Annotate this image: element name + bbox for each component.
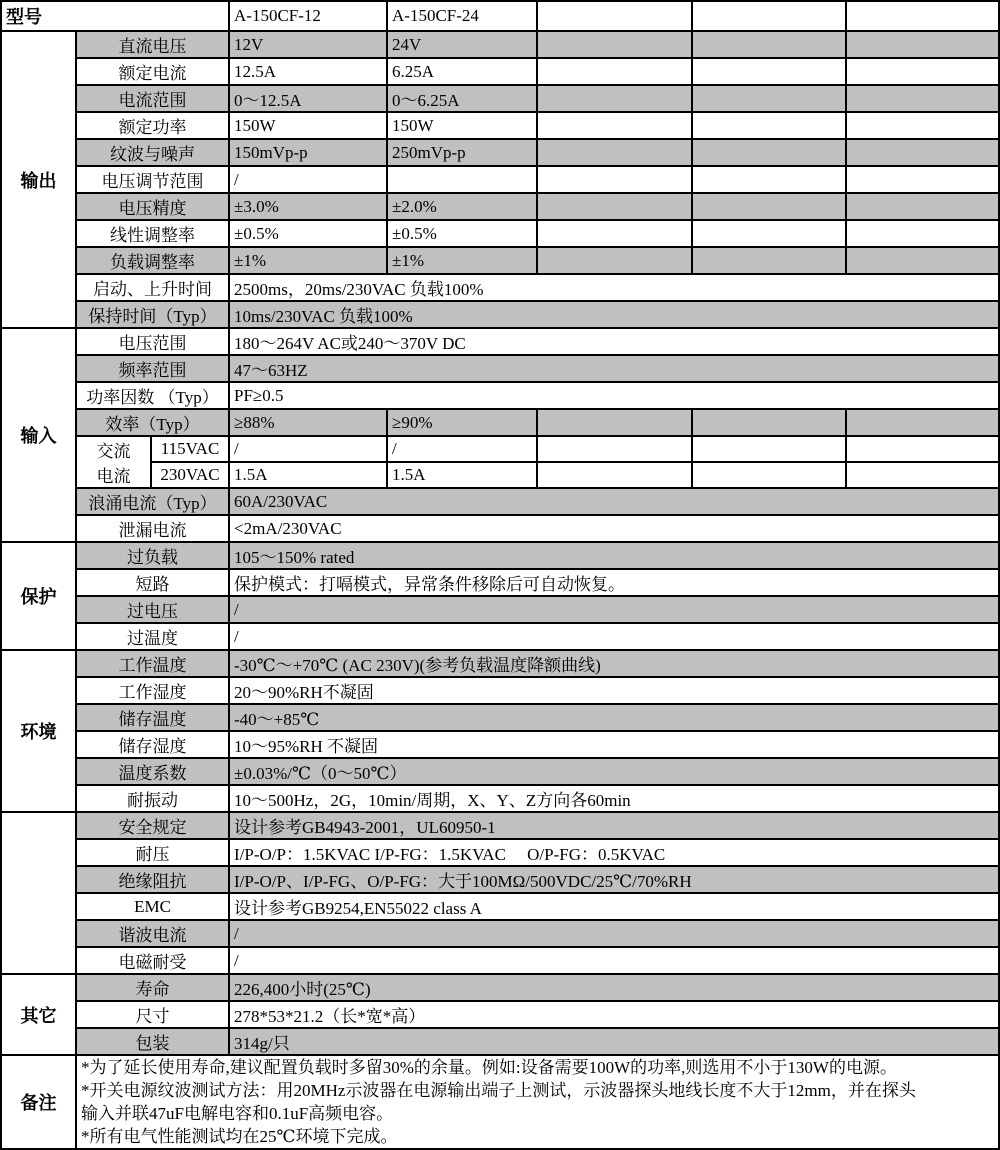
- row-label-cell: 耐压: [76, 839, 229, 866]
- empty-cell: [692, 85, 846, 112]
- section-cell-protection: 保护: [1, 542, 76, 650]
- row-label-cell: 寿命: [76, 974, 229, 1001]
- row-label-cell: 电磁耐受: [76, 947, 229, 974]
- row-label-cell: 线性调整率: [76, 220, 229, 247]
- row-label-cell: 过温度: [76, 623, 229, 650]
- row-label-cell: 过电压: [76, 596, 229, 623]
- row-freq-range: [1, 355, 999, 382]
- row-storage-temp: [1, 704, 999, 731]
- empty-cell: [846, 409, 999, 436]
- row-emi-immunity: [1, 947, 999, 974]
- empty-cell: [846, 166, 999, 193]
- value-cell-span: 180～264V AC或240～370V DC: [229, 328, 999, 355]
- value-cell-span: ±0.03%/℃（0～50℃）: [229, 758, 999, 785]
- row-label-cell: 绝缘阻抗: [76, 866, 229, 893]
- value-cell-model1: 150W: [229, 112, 387, 139]
- row-power-factor: [1, 382, 999, 409]
- row-label-cell: 包装: [76, 1028, 229, 1055]
- notes-line: *为了延长使用寿命,建议配置负载时多留30%的余量。例如:设备需要100W的功率,则选用不小于130W的电源。: [81, 1058, 897, 1077]
- empty-cell: [692, 436, 846, 462]
- section-cell-others: 其它: [1, 974, 76, 1055]
- section-cell-output: 输出: [1, 31, 76, 328]
- row-startup-rise-time: [1, 274, 999, 301]
- row-label-cell: 频率范围: [76, 355, 229, 382]
- row-vibration: [1, 785, 999, 812]
- value-cell-model1: ≥88%: [229, 409, 387, 436]
- row-ac-current-230vac: [1, 462, 999, 488]
- row-label-cell: 额定功率: [76, 112, 229, 139]
- row-label-cell: 工作湿度: [76, 677, 229, 704]
- notes-line: 输入并联47uF电解电容和0.1uF高频电容。: [81, 1104, 394, 1123]
- section-cell-environment: 环境: [1, 650, 76, 812]
- ac-current-label-cell: [76, 436, 151, 488]
- row-packing: [1, 1028, 999, 1055]
- row-withstand-voltage: [1, 839, 999, 866]
- empty-cell: [537, 112, 692, 139]
- notes-line: *开关电源纹波测试方法：用20MHz示波器在电源输出端子上测试，示波器探头地线长度不大于12mm，并在探头: [81, 1081, 916, 1100]
- value-cell-model1: /: [229, 436, 387, 462]
- notes-line: *所有电气性能测试均在25℃环境下完成。: [81, 1127, 398, 1146]
- empty-cell: [846, 220, 999, 247]
- notes-cell: [76, 1055, 999, 1149]
- row-label-cell: 谐波电流: [76, 920, 229, 947]
- row-label-cell: 电压精度: [76, 193, 229, 220]
- row-label-cell: 短路: [76, 569, 229, 596]
- row-efficiency: [1, 409, 999, 436]
- empty-cell: [846, 1, 999, 31]
- row-label-cell: 电压范围: [76, 328, 229, 355]
- empty-cell: [537, 85, 692, 112]
- value-cell-model1: 1.5A: [229, 462, 387, 488]
- row-dc-voltage: [1, 31, 999, 58]
- empty-cell: [537, 1, 692, 31]
- empty-cell: [846, 139, 999, 166]
- row-voltage-range: [1, 328, 999, 355]
- value-cell-model2: 0～6.25A: [387, 85, 537, 112]
- empty-cell: [537, 247, 692, 274]
- value-cell-span: 20～90%RH不凝固: [229, 677, 999, 704]
- row-hold-time: [1, 301, 999, 328]
- row-label-cell: 浪涌电流（Typ）: [76, 488, 229, 515]
- empty-cell: [537, 462, 692, 488]
- row-notes: [1, 1055, 999, 1149]
- empty-cell: [537, 166, 692, 193]
- row-current-range: [1, 85, 999, 112]
- value-cell-span: <2mA/230VAC: [229, 515, 999, 542]
- row-storage-humidity: [1, 731, 999, 758]
- ac-current-sub-label-115: 115VAC: [151, 436, 229, 462]
- row-ripple-noise: [1, 139, 999, 166]
- value-cell-span: 314g/只: [229, 1028, 999, 1055]
- value-cell-model1: 150mVp-p: [229, 139, 387, 166]
- row-label-cell: 启动、上升时间: [76, 274, 229, 301]
- empty-cell: [692, 112, 846, 139]
- value-cell-span: /: [229, 947, 999, 974]
- empty-cell: [537, 220, 692, 247]
- row-insulation-resistance: [1, 866, 999, 893]
- row-over-voltage: [1, 596, 999, 623]
- row-ac-current-115vac: [1, 436, 999, 462]
- row-label-cell: 储存温度: [76, 704, 229, 731]
- row-label-cell: 效率（Typ）: [76, 409, 229, 436]
- model-value-cell-1: A-150CF-12: [229, 1, 387, 31]
- row-label-cell: 过负载: [76, 542, 229, 569]
- empty-cell: [846, 436, 999, 462]
- empty-cell: [846, 247, 999, 274]
- empty-cell: [846, 85, 999, 112]
- value-cell-model1: 12.5A: [229, 58, 387, 85]
- empty-cell: [692, 409, 846, 436]
- empty-cell: [537, 409, 692, 436]
- row-label-cell: 电流范围: [76, 85, 229, 112]
- value-cell-span: 47～63HZ: [229, 355, 999, 382]
- section-cell-blank: [1, 812, 76, 974]
- value-cell-span: -40～+85℃: [229, 704, 999, 731]
- row-working-humidity: [1, 677, 999, 704]
- row-label-cell: 泄漏电流: [76, 515, 229, 542]
- empty-cell: [537, 31, 692, 58]
- row-line-regulation: [1, 220, 999, 247]
- value-cell-span: 保护模式：打嗝模式，异常条件移除后可自动恢复。: [229, 569, 999, 596]
- row-label-cell: 保持时间（Typ）: [76, 301, 229, 328]
- row-load-regulation: [1, 247, 999, 274]
- value-cell-model2: 24V: [387, 31, 537, 58]
- row-overload: [1, 542, 999, 569]
- row-label-cell: 额定电流: [76, 58, 229, 85]
- row-lifetime: [1, 974, 999, 1001]
- row-rated-current: [1, 58, 999, 85]
- empty-cell: [537, 58, 692, 85]
- ac-current-sub-label-230: 230VAC: [151, 462, 229, 488]
- value-cell-model1: ±0.5%: [229, 220, 387, 247]
- value-cell-span: 60A/230VAC: [229, 488, 999, 515]
- row-label-cell: 安全规定: [76, 812, 229, 839]
- value-cell-span: 10～95%RH 不凝固: [229, 731, 999, 758]
- row-label-cell: 耐振动: [76, 785, 229, 812]
- model-label-cell: 型号: [1, 1, 229, 31]
- row-over-temp: [1, 623, 999, 650]
- value-cell-model1: /: [229, 166, 387, 193]
- row-inrush-current: [1, 488, 999, 515]
- row-short-circuit: [1, 569, 999, 596]
- row-label-cell: EMC: [76, 893, 229, 920]
- value-cell-span: 105～150% rated: [229, 542, 999, 569]
- row-label-cell: 直流电压: [76, 31, 229, 58]
- row-label-cell: 功率因数 （Typ）: [76, 382, 229, 409]
- row-dimensions: [1, 1001, 999, 1028]
- value-cell-model2: ±2.0%: [387, 193, 537, 220]
- value-cell-span: /: [229, 623, 999, 650]
- empty-cell: [692, 1, 846, 31]
- empty-cell: [537, 193, 692, 220]
- empty-cell: [692, 462, 846, 488]
- row-emc: [1, 893, 999, 920]
- value-cell-model2: 1.5A: [387, 462, 537, 488]
- row-label-cell: 温度系数: [76, 758, 229, 785]
- section-cell-notes: 备注: [1, 1055, 76, 1149]
- row-working-temp: [1, 650, 999, 677]
- value-cell-span: 10～500Hz，2G，10min/周期，X、Y、Z方向各60min: [229, 785, 999, 812]
- row-label-cell: 负载调整率: [76, 247, 229, 274]
- ac-current-label-top: 交流: [96, 442, 131, 461]
- ac-current-label-bottom: 电流: [96, 467, 131, 486]
- value-cell-span: -30℃～+70℃ (AC 230V)(参考负载温度降额曲线): [229, 650, 999, 677]
- empty-cell: [692, 193, 846, 220]
- value-cell-model1: 12V: [229, 31, 387, 58]
- row-label-cell: 纹波与噪声: [76, 139, 229, 166]
- empty-cell: [692, 31, 846, 58]
- empty-cell: [692, 220, 846, 247]
- row-leakage-current: [1, 515, 999, 542]
- value-cell-model2: /: [387, 436, 537, 462]
- empty-cell: [537, 139, 692, 166]
- value-cell-model1: 0～12.5A: [229, 85, 387, 112]
- value-cell-model1: ±3.0%: [229, 193, 387, 220]
- empty-cell: [846, 462, 999, 488]
- value-cell-span: I/P-O/P、I/P-FG、O/P-FG：大于100MΩ/500VDC/25℃/70%RH: [229, 866, 999, 893]
- row-label-cell: 工作温度: [76, 650, 229, 677]
- empty-cell: [692, 58, 846, 85]
- value-cell-span: 278*53*21.2（长*宽*高）: [229, 1001, 999, 1028]
- value-cell-model2: ±1%: [387, 247, 537, 274]
- value-cell-model1: ±1%: [229, 247, 387, 274]
- row-rated-power: [1, 112, 999, 139]
- empty-cell: [537, 436, 692, 462]
- value-cell-model2: ±0.5%: [387, 220, 537, 247]
- value-cell-span: 226,400小时(25℃): [229, 974, 999, 1001]
- empty-cell: [692, 166, 846, 193]
- value-cell-model2: 250mVp-p: [387, 139, 537, 166]
- value-cell-span: 设计参考GB9254,EN55022 class A: [229, 893, 999, 920]
- model-value-cell-2: A-150CF-24: [387, 1, 537, 31]
- value-cell-span: 10ms/230VAC 负载100%: [229, 301, 999, 328]
- value-cell-model2: 6.25A: [387, 58, 537, 85]
- row-voltage-accuracy: [1, 193, 999, 220]
- empty-cell: [692, 247, 846, 274]
- empty-cell: [846, 31, 999, 58]
- value-cell-model2: [387, 166, 537, 193]
- empty-cell: [846, 193, 999, 220]
- value-cell-span: 设计参考GB4943-2001，UL60950-1: [229, 812, 999, 839]
- empty-cell: [846, 112, 999, 139]
- value-cell-span: /: [229, 596, 999, 623]
- row-safety-standard: [1, 812, 999, 839]
- empty-cell: [692, 139, 846, 166]
- value-cell-span: 2500ms，20ms/230VAC 负载100%: [229, 274, 999, 301]
- row-label-cell: 电压调节范围: [76, 166, 229, 193]
- row-temp-coefficient: [1, 758, 999, 785]
- row-model: [1, 1, 999, 31]
- value-cell-span: /: [229, 920, 999, 947]
- value-cell-model2: 150W: [387, 112, 537, 139]
- row-voltage-adj-range: [1, 166, 999, 193]
- value-cell-model2: ≥90%: [387, 409, 537, 436]
- row-harmonic-current: [1, 920, 999, 947]
- empty-cell: [846, 58, 999, 85]
- value-cell-span: I/P-O/P：1.5KVAC I/P-FG：1.5KVAC O/P-FG：0.5KVAC: [229, 839, 999, 866]
- section-cell-input: 输入: [1, 328, 76, 542]
- row-label-cell: 尺寸: [76, 1001, 229, 1028]
- row-label-cell: 储存湿度: [76, 731, 229, 758]
- value-cell-span: PF≥0.5: [229, 382, 999, 409]
